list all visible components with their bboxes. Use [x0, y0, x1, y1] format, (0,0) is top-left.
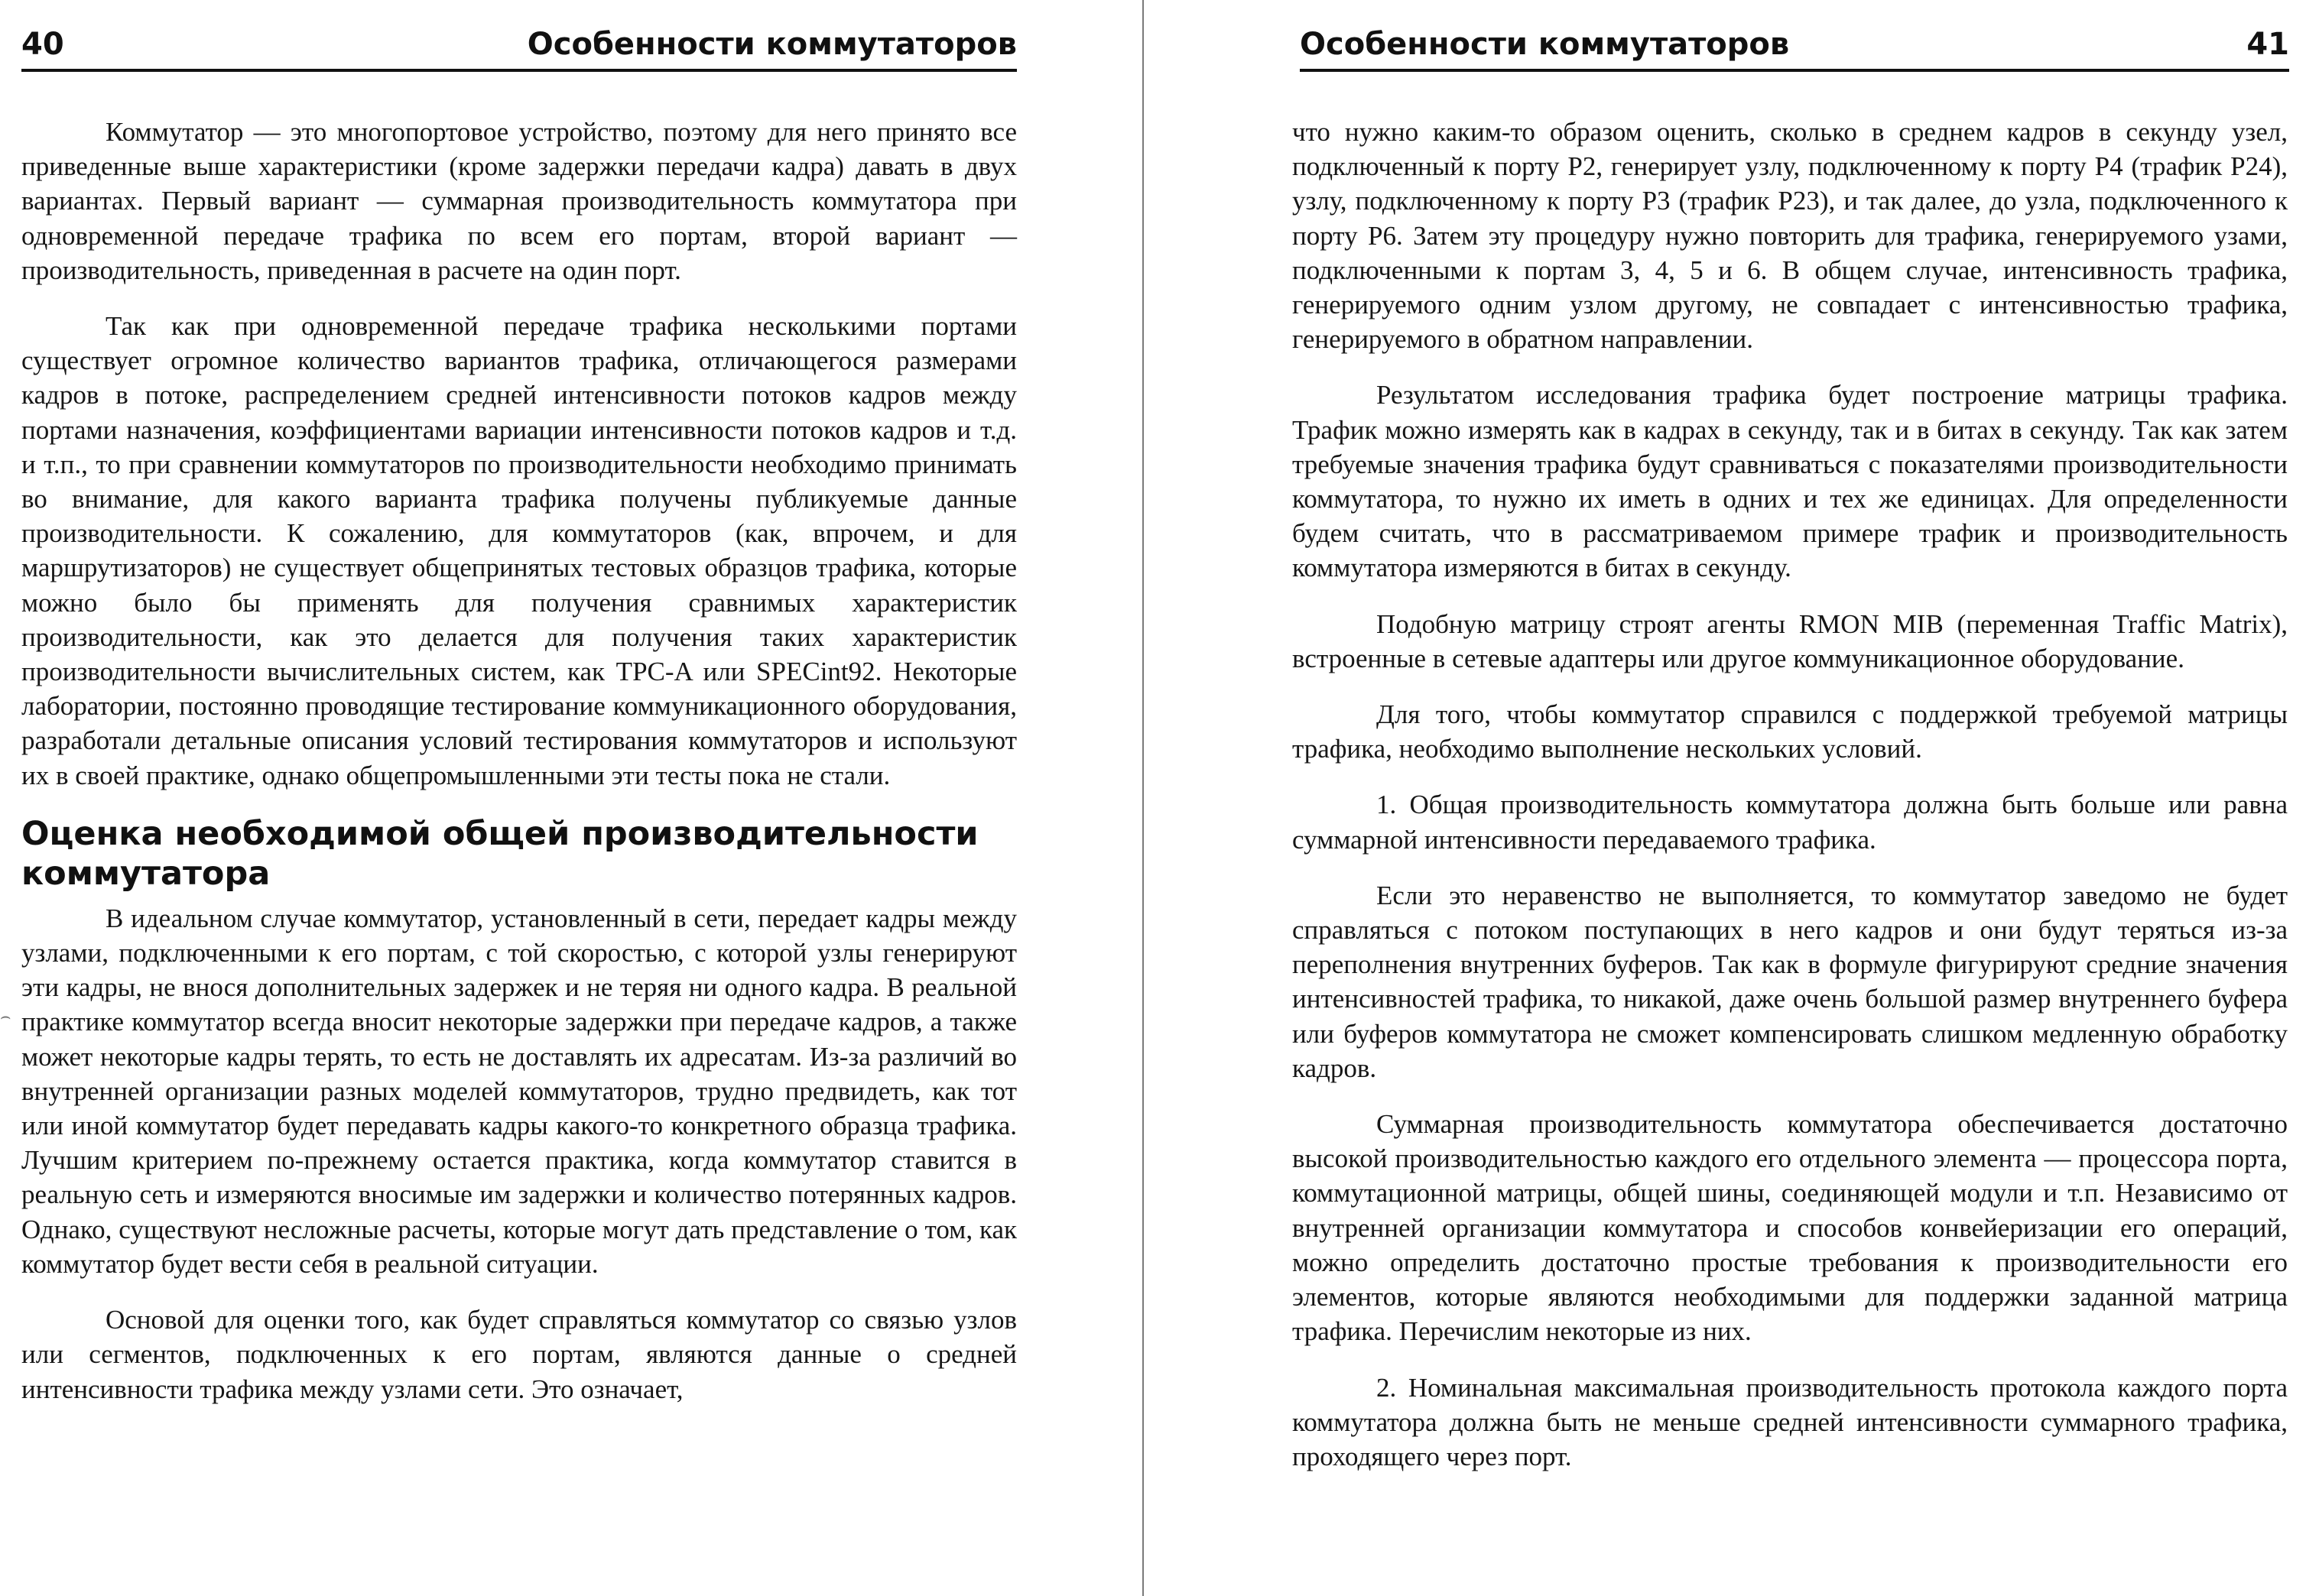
paragraph: Результатом исследования трафика будет построение матрицы трафика. Трафик можно измерять как в кадрах в секунду, так и в битах в секунду. Так как затем требуемые значения трафика будут сравниваться с показателями производительности коммутатора, то нужно их иметь в одних и тех же единицах. Для определенности будем считать, что в рассматриваемом примере трафик и производительность коммутатора измеряются в битах в секунду.	[1292, 380, 2288, 583]
left-page	[0, 0, 1139, 1596]
paragraph: 2. Номинальная максимальная производительность протокола каждого порта коммутатора должна быть не меньше средней интенсивности суммарного трафика, проходящего через порт.	[1292, 1372, 2288, 1471]
header-rule	[1300, 69, 2289, 72]
page-number: 41	[2246, 27, 2289, 62]
right-page	[1147, 0, 2306, 1596]
running-title: Особенности коммутаторов	[527, 27, 1017, 62]
paragraph: Для того, чтобы коммутатор справился с поддержкой требуемой матрицы трафика, необходимо выполнение нескольких условий.	[1292, 699, 2288, 764]
header-rule	[21, 69, 1017, 72]
paragraph-continuation: что нужно каким-то образом оценить, сколько в среднем кадров в секунду узел, подключенный к порту P2, генерирует узлу, подключенному к порту P4 (трафик P24), узлу, подключенному к порту P3 (трафик P23), и так далее, до узла, подключенного к порту P6. Затем эту процедуру нужно повторить для трафика, генерируемого узами, подключенными к портам 3, 4, 5 и 6. В общем случае, интенсивность трафика, генерируемого одним узлом другому, не совпадает с интенсивностью трафика, генерируемого в обратном направлении.	[1292, 117, 2288, 355]
scan-mark-icon: ⌢	[0, 1007, 11, 1027]
running-title: Особенности коммутаторов	[1300, 27, 1790, 62]
paragraph: В идеальном случае коммутатор, установленный в сети, передает кадры между узлами, подключенными к его портам, с той скоростью, с которой узлы генерируют эти кадры, не внося дополнительных задержек и не теряя ни одного кадра. В реальной практике коммутатор всегда вносит некоторые задержки при передаче кадров, а также может некоторые кадры терять, то есть не доставлять их адресатам. Из-за различий во внутренней организации разных моделей коммутаторов, трудно предвидеть, как тот или иной коммутатор будет передавать кадры какого-то конкретного образца трафика. Лучшим критерием по-прежнему остается практика, когда коммутатор ставится в реальную сеть и измеряются вносимые им задержки и количество потерянных кадров. Однако, существуют несложные расчеты, которые могут дать представление о том, как коммутатор будет вести себя в реальной ситуации.	[21, 903, 1017, 1279]
paragraph: Основой для оценки того, как будет справляться коммутатор со связью узлов или сегментов, подключенных к его портам, являются данные о средней интенсивности трафика между узлами сети. Это означает,	[21, 1305, 1017, 1404]
paragraph: Подобную матрицу строят агенты RMON MIB (переменная Traffic Matrix), встроенные в сетевые адаптеры или другое коммуникационное оборудование.	[1292, 608, 2288, 673]
paragraph: Коммутатор — это многопортовое устройство, поэтому для него принято все приведенные выше характеристики (кроме задержки передачи кадра) давать в двух вариантах. Первый вариант — суммарная производительность коммутатора при одновременной передаче трафика по всем его портам, второй вариант — производительность, приведенная в расчете на один порт.	[21, 117, 1017, 285]
paragraph: Если это неравенство не выполняется, то коммутатор заведомо не будет справляться с потоком поступающих в него кадров и они будут теряться из-за переполнения внутренних буферов. Так как в формуле фигурируют средние значения интенсивностей трафика, то никакой, даже очень большой размер внутреннего буфера или буферов коммутатора не сможет компенсировать слишком медленную обработку кадров.	[1292, 880, 2288, 1083]
paragraph: 1. Общая производительность коммутатора должна быть больше или равна суммарной интенсивности передаваемого трафика.	[1292, 790, 2288, 855]
right-body	[1292, 115, 2288, 1495]
paragraph: Суммарная производительность коммутатора обеспечивается достаточно высокой производительностью каждого его отдельного элемента — процессора порта, коммутационной матрицы, общей шины, соединяющей модули и т.п. Независимо от внутренней организации коммутатора и способов конвейеризации его операций, можно определить достаточно простые требования к производительности его элементов, которые являются необходимыми для поддержки заданной матрица трафика. Перечислим некоторые из них.	[1292, 1109, 2288, 1347]
paragraph: Так как при одновременной передаче трафика несколькими портами существует огромное количество вариантов трафика, отличающегося размерами кадров в потоке, распределением средней интенсивности потоков кадров между портами назначения, коэффициентами вариации интенсивности потоков кадров и т.д. и т.п., то при сравнении коммутаторов по производительности необходимо принимать во внимание, для какого варианта трафика получены публикуемые данные производительности. К сожалению, для коммутаторов (как, впрочем, и для маршрутизаторов) не существует общепринятых тестовых образцов трафика, которые можно было бы применять для получения сравнимых характеристик производительности, как это делается для получения таких характеристик производительности вычислительных систем, как TPC-A или SPECint92. Некоторые лаборатории, постоянно проводящие тестирование коммуникационного оборудования, разработали детальные описания условий тестирования коммутаторов и используют их в своей практике, однако общепромышленными эти тесты пока не стали.	[21, 311, 1017, 790]
left-body	[21, 115, 1017, 1428]
page-number: 40	[21, 27, 64, 62]
section-heading: Оценка необходимой общей производительности коммутатора	[21, 814, 979, 893]
page-gutter	[1142, 0, 1144, 1596]
